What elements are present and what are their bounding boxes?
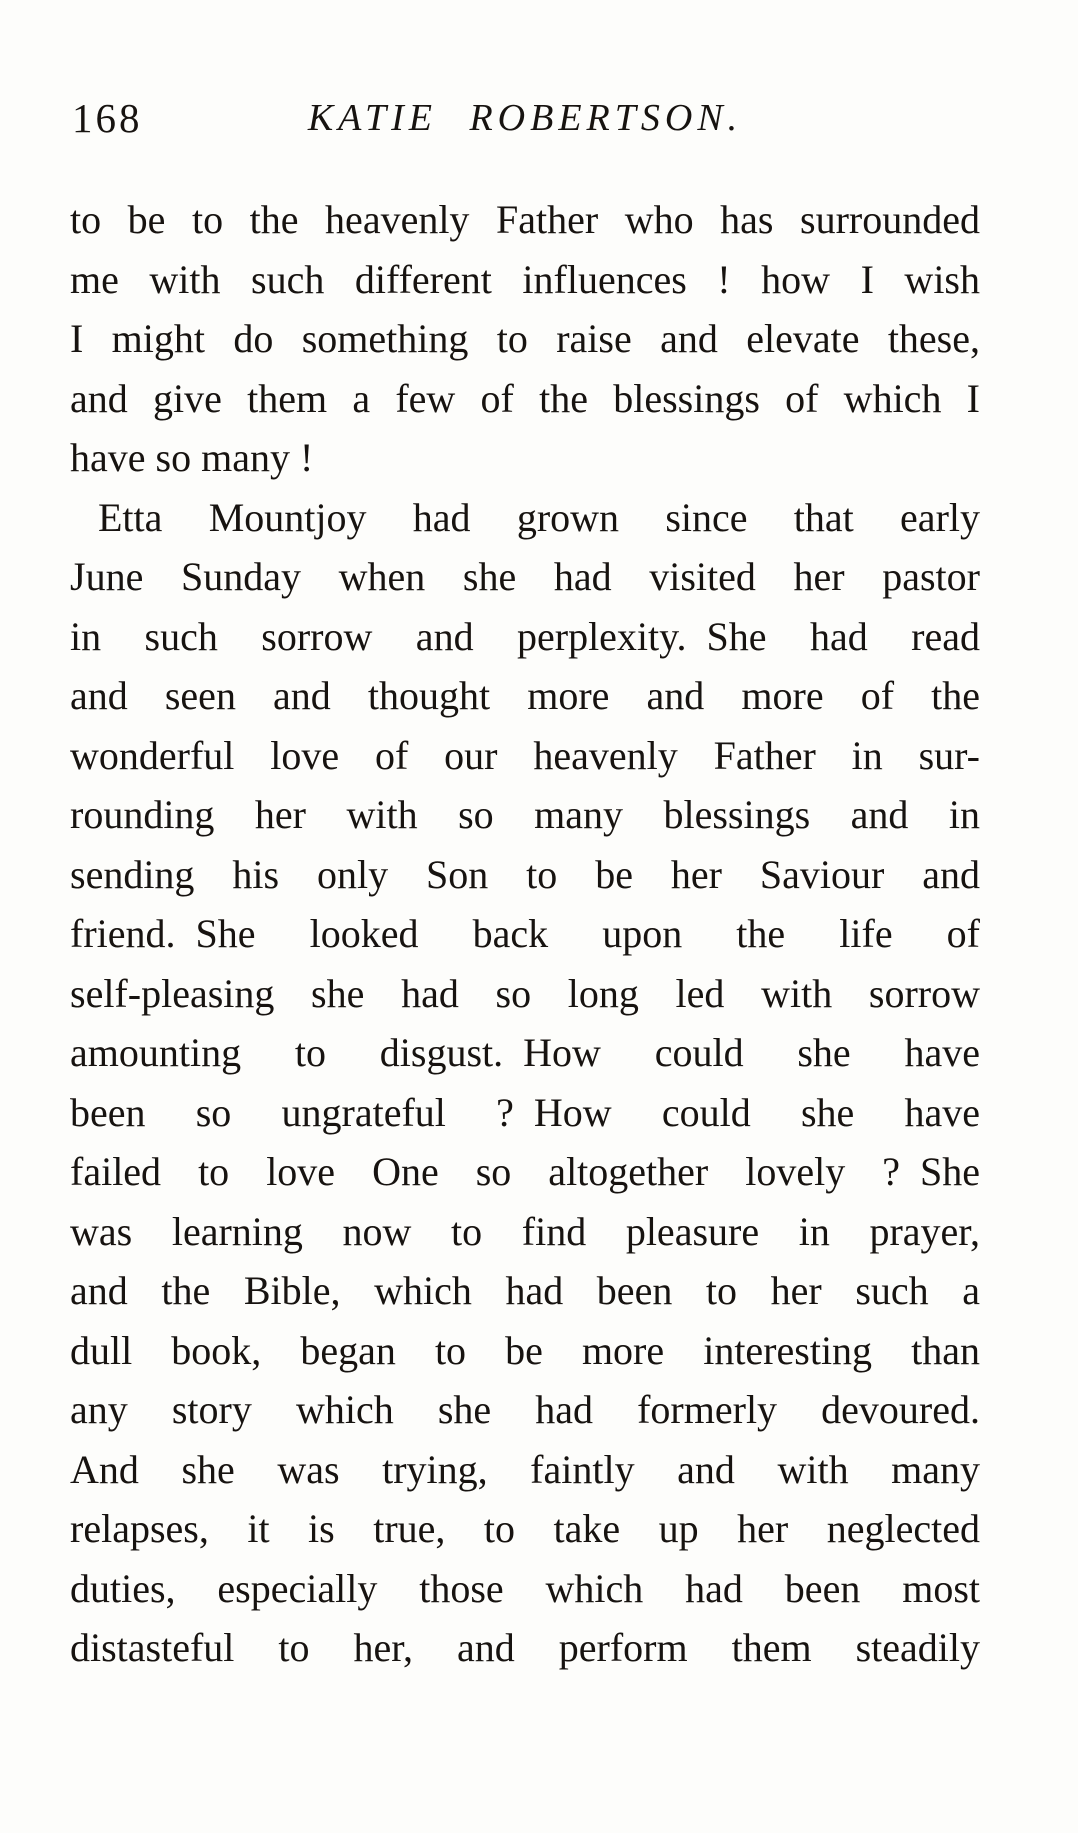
running-head: KATIE ROBERTSON.: [307, 97, 743, 139]
text-line: June Sunday when she had visited her pastor: [70, 554, 980, 599]
page-header: [70, 96, 980, 144]
text-line: distasteful to her, and perform them steadily: [70, 1625, 980, 1670]
text-line: amounting to disgust. How could she have: [70, 1030, 980, 1075]
text-line: have so many !: [70, 435, 314, 480]
paragraph: [70, 488, 980, 1678]
text-line: wonderful love of our heavenly Father in sur-: [70, 732, 980, 778]
text-line: was learning now to find pleasure in prayer,: [70, 1208, 980, 1254]
text-line: failed to love One so altogether lovely ? She: [70, 1149, 980, 1194]
text-line: any story which she had formerly devoured.: [70, 1387, 980, 1432]
text-line: been so ungrateful ? How could she have: [70, 1089, 980, 1135]
text-line: self-pleasing she had so long led with sorrow: [70, 970, 980, 1016]
text-line: dull book, began to be more interesting than: [70, 1327, 980, 1373]
text-line: Etta Mountjoy had grown since that early: [98, 494, 980, 540]
text-line: to be to the heavenly Father who has surrounded: [70, 197, 980, 242]
text-line: and give them a few of the blessings of which I: [70, 375, 980, 421]
page-number: 168: [72, 95, 143, 141]
text-line: relapses, it is true, to take up her neglected: [70, 1506, 980, 1551]
paragraph: [70, 190, 980, 488]
text-line: sending his only Son to be her Saviour and: [70, 851, 980, 897]
text-line: and the Bible, which had been to her such a: [70, 1268, 980, 1313]
text-line: and seen and thought more and more of the: [70, 673, 980, 718]
text-line: duties, especially those which had been most: [70, 1565, 980, 1611]
page-body: [70, 190, 980, 1678]
text-line: me with such different influences ! how I wish: [70, 256, 980, 302]
text-line: rounding her with so many blessings and in: [70, 792, 980, 837]
text-line: And she was trying, faintly and with many: [70, 1446, 980, 1492]
text-line: in such sorrow and perplexity. She had read: [70, 613, 980, 659]
text-line: I might do something to raise and elevate these,: [70, 316, 980, 361]
text-line: friend. She looked back upon the life of: [70, 911, 980, 956]
